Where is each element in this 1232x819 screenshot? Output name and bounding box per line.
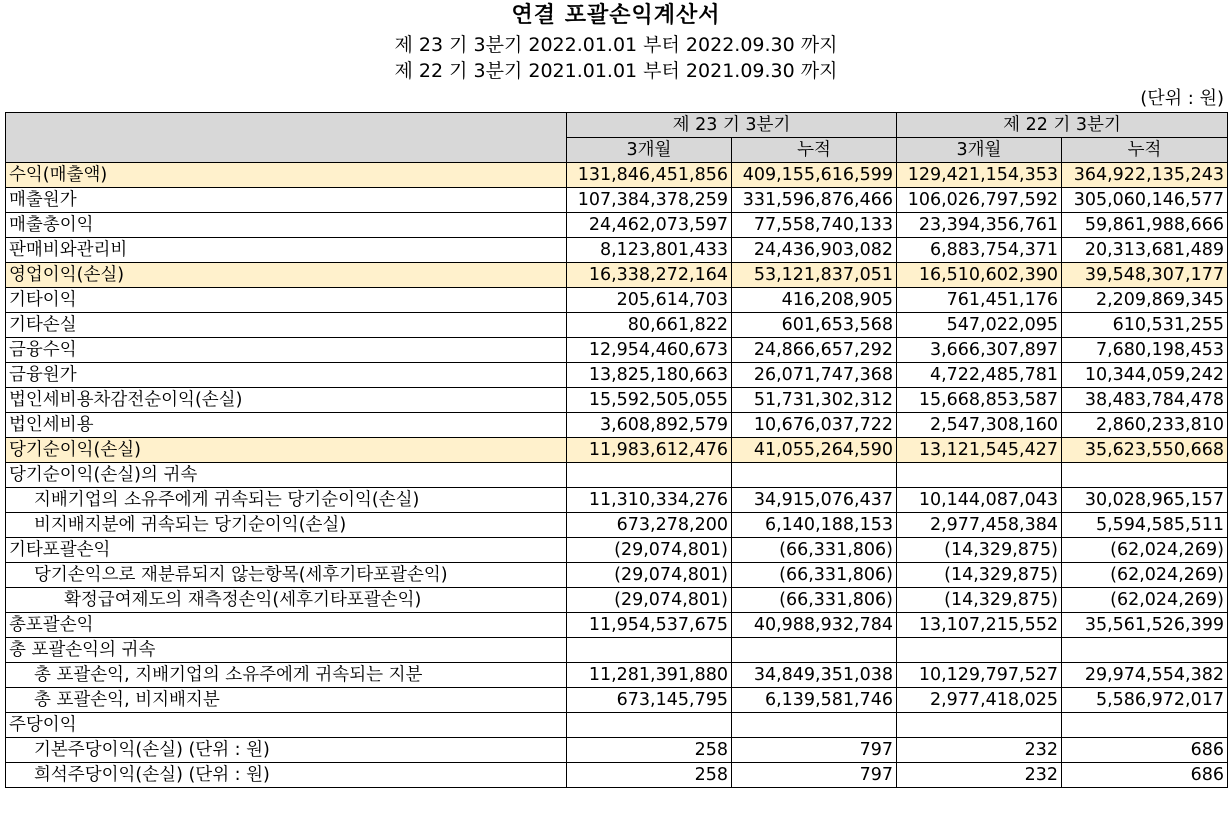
value-cell: 34,915,076,437 [732, 488, 897, 513]
value-cell: 15,592,505,055 [567, 388, 732, 413]
row-label: 지배기업의 소유주에게 귀속되는 당기순이익(손실) [6, 488, 567, 513]
table-row [6, 263, 1228, 288]
value-cell: 13,107,215,552 [897, 613, 1062, 638]
value-cell: 11,310,334,276 [567, 488, 732, 513]
row-label: 영업이익(손실) [6, 263, 567, 288]
value-cell [567, 638, 732, 663]
header-prior-period: 제 22 기 3분기 [897, 113, 1228, 138]
value-cell: 20,313,681,489 [1062, 238, 1228, 263]
value-cell: 610,531,255 [1062, 313, 1228, 338]
statement-title: 연결 포괄손익계산서 [511, 3, 721, 28]
value-cell: 13,825,180,663 [567, 363, 732, 388]
value-cell [1062, 638, 1228, 663]
row-label: 매출총이익 [6, 213, 567, 238]
value-cell: 41,055,264,590 [732, 438, 897, 463]
value-cell: 30,028,965,157 [1062, 488, 1228, 513]
value-cell: 232 [897, 763, 1062, 788]
value-cell: (29,074,801) [567, 588, 732, 613]
table-row [6, 388, 1228, 413]
value-cell: 16,338,272,164 [567, 263, 732, 288]
table-row [6, 238, 1228, 263]
row-label: 총 포괄손익, 비지배지분 [6, 688, 567, 713]
header-blank [6, 113, 567, 163]
value-cell: 51,731,302,312 [732, 388, 897, 413]
header-current-cumulative: 누적 [732, 138, 897, 163]
value-cell: 16,510,602,390 [897, 263, 1062, 288]
value-cell: 232 [897, 738, 1062, 763]
value-cell: 59,861,988,666 [1062, 213, 1228, 238]
value-cell: 3,608,892,579 [567, 413, 732, 438]
value-cell: 673,145,795 [567, 688, 732, 713]
value-cell: 38,483,784,478 [1062, 388, 1228, 413]
value-cell: 77,558,740,133 [732, 213, 897, 238]
row-label: 기본주당이익(손실) (단위 : 원) [6, 738, 567, 763]
value-cell: 686 [1062, 738, 1228, 763]
value-cell: (66,331,806) [732, 538, 897, 563]
row-label: 법인세비용차감전순이익(손실) [6, 388, 567, 413]
value-cell: (29,074,801) [567, 538, 732, 563]
table-row [6, 163, 1228, 188]
value-cell: 10,344,059,242 [1062, 363, 1228, 388]
value-cell: (62,024,269) [1062, 588, 1228, 613]
value-cell: 258 [567, 738, 732, 763]
table-row [6, 763, 1228, 788]
table-row [6, 613, 1228, 638]
row-label: 수익(매출액) [6, 163, 567, 188]
value-cell: 547,022,095 [897, 313, 1062, 338]
value-cell [732, 713, 897, 738]
row-label: 총 포괄손익의 귀속 [6, 638, 567, 663]
table-row [6, 413, 1228, 438]
value-cell: (66,331,806) [732, 563, 897, 588]
value-cell: (14,329,875) [897, 588, 1062, 613]
value-cell: 80,661,822 [567, 313, 732, 338]
value-cell [1062, 463, 1228, 488]
value-cell: 409,155,616,599 [732, 163, 897, 188]
table-row [6, 438, 1228, 463]
statement-body [6, 163, 1228, 788]
table-row [6, 363, 1228, 388]
value-cell: 305,060,146,577 [1062, 188, 1228, 213]
value-cell: 131,846,451,856 [567, 163, 732, 188]
value-cell: (14,329,875) [897, 563, 1062, 588]
unit-label: (단위 : 원) [1140, 88, 1224, 109]
table-row [6, 588, 1228, 613]
row-label: 기타이익 [6, 288, 567, 313]
table-row [6, 538, 1228, 563]
value-cell: 39,548,307,177 [1062, 263, 1228, 288]
row-label: 법인세비용 [6, 413, 567, 438]
header-prior-cumulative: 누적 [1062, 138, 1228, 163]
value-cell: 6,883,754,371 [897, 238, 1062, 263]
header-current-3m: 3개월 [567, 138, 732, 163]
row-label: 희석주당이익(손실) (단위 : 원) [6, 763, 567, 788]
value-cell: (29,074,801) [567, 563, 732, 588]
table-row [6, 713, 1228, 738]
value-cell: 107,384,378,259 [567, 188, 732, 213]
value-cell: 34,849,351,038 [732, 663, 897, 688]
row-label: 비지배지분에 귀속되는 당기순이익(손실) [6, 513, 567, 538]
value-cell: 11,281,391,880 [567, 663, 732, 688]
row-label: 주당이익 [6, 713, 567, 738]
value-cell: 797 [732, 763, 897, 788]
value-cell: 106,026,797,592 [897, 188, 1062, 213]
value-cell: 4,722,485,781 [897, 363, 1062, 388]
value-cell: 6,140,188,153 [732, 513, 897, 538]
row-label: 총 포괄손익, 지배기업의 소유주에게 귀속되는 지분 [6, 663, 567, 688]
value-cell: 11,954,537,675 [567, 613, 732, 638]
table-row [6, 638, 1228, 663]
value-cell: 129,421,154,353 [897, 163, 1062, 188]
value-cell: 6,139,581,746 [732, 688, 897, 713]
value-cell [897, 713, 1062, 738]
value-cell: 2,209,869,345 [1062, 288, 1228, 313]
value-cell: 7,680,198,453 [1062, 338, 1228, 363]
value-cell: 24,866,657,292 [732, 338, 897, 363]
value-cell: (66,331,806) [732, 588, 897, 613]
value-cell: 601,653,568 [732, 313, 897, 338]
table-row [6, 288, 1228, 313]
table-row [6, 513, 1228, 538]
value-cell: 2,860,233,810 [1062, 413, 1228, 438]
table-row [6, 213, 1228, 238]
table-row [6, 663, 1228, 688]
table-row [6, 688, 1228, 713]
value-cell: 29,974,554,382 [1062, 663, 1228, 688]
row-label: 총포괄손익 [6, 613, 567, 638]
value-cell: 40,988,932,784 [732, 613, 897, 638]
period-prior: 제 22 기 3분기 2021.01.01 부터 2021.09.30 까지 [394, 60, 838, 82]
value-cell: 10,129,797,527 [897, 663, 1062, 688]
value-cell: 15,668,853,587 [897, 388, 1062, 413]
value-cell: 364,922,135,243 [1062, 163, 1228, 188]
value-cell: 761,451,176 [897, 288, 1062, 313]
value-cell: (62,024,269) [1062, 538, 1228, 563]
value-cell: 10,676,037,722 [732, 413, 897, 438]
table-row [6, 488, 1228, 513]
value-cell [732, 463, 897, 488]
value-cell: 35,561,526,399 [1062, 613, 1228, 638]
row-label: 당기손익으로 재분류되지 않는항목(세후기타포괄손익) [6, 563, 567, 588]
income-statement-table [5, 112, 1228, 788]
row-label: 당기순이익(손실) [6, 438, 567, 463]
value-cell: 2,977,458,384 [897, 513, 1062, 538]
table-row [6, 563, 1228, 588]
value-cell: 2,977,418,025 [897, 688, 1062, 713]
row-label: 당기순이익(손실)의 귀속 [6, 463, 567, 488]
header-prior-3m: 3개월 [897, 138, 1062, 163]
row-label: 금융원가 [6, 363, 567, 388]
value-cell: 416,208,905 [732, 288, 897, 313]
value-cell: (62,024,269) [1062, 563, 1228, 588]
value-cell: 53,121,837,051 [732, 263, 897, 288]
value-cell: 5,594,585,511 [1062, 513, 1228, 538]
value-cell [567, 713, 732, 738]
value-cell [897, 463, 1062, 488]
row-label: 금융수익 [6, 338, 567, 363]
value-cell: 686 [1062, 763, 1228, 788]
value-cell: 797 [732, 738, 897, 763]
table-row [6, 463, 1228, 488]
value-cell: 8,123,801,433 [567, 238, 732, 263]
value-cell: 10,144,087,043 [897, 488, 1062, 513]
value-cell: 35,623,550,668 [1062, 438, 1228, 463]
value-cell: 11,983,612,476 [567, 438, 732, 463]
value-cell [567, 463, 732, 488]
table-row [6, 738, 1228, 763]
header-row-period [6, 113, 1228, 138]
value-cell: 331,596,876,466 [732, 188, 897, 213]
table-row [6, 188, 1228, 213]
value-cell: 3,666,307,897 [897, 338, 1062, 363]
value-cell [732, 638, 897, 663]
period-current: 제 23 기 3분기 2022.01.01 부터 2022.09.30 까지 [394, 34, 838, 56]
value-cell: 5,586,972,017 [1062, 688, 1228, 713]
value-cell: 2,547,308,160 [897, 413, 1062, 438]
table-row [6, 313, 1228, 338]
value-cell [1062, 713, 1228, 738]
row-label: 기타포괄손익 [6, 538, 567, 563]
value-cell [897, 638, 1062, 663]
value-cell: 23,394,356,761 [897, 213, 1062, 238]
value-cell: 205,614,703 [567, 288, 732, 313]
header-current-period: 제 23 기 3분기 [567, 113, 897, 138]
value-cell: 26,071,747,368 [732, 363, 897, 388]
value-cell: (14,329,875) [897, 538, 1062, 563]
value-cell: 24,436,903,082 [732, 238, 897, 263]
value-cell: 673,278,200 [567, 513, 732, 538]
table-row [6, 338, 1228, 363]
value-cell: 24,462,073,597 [567, 213, 732, 238]
value-cell: 13,121,545,427 [897, 438, 1062, 463]
row-label: 기타손실 [6, 313, 567, 338]
row-label: 판매비와관리비 [6, 238, 567, 263]
value-cell: 12,954,460,673 [567, 338, 732, 363]
row-label: 확정급여제도의 재측정손익(세후기타포괄손익) [6, 588, 567, 613]
value-cell: 258 [567, 763, 732, 788]
row-label: 매출원가 [6, 188, 567, 213]
